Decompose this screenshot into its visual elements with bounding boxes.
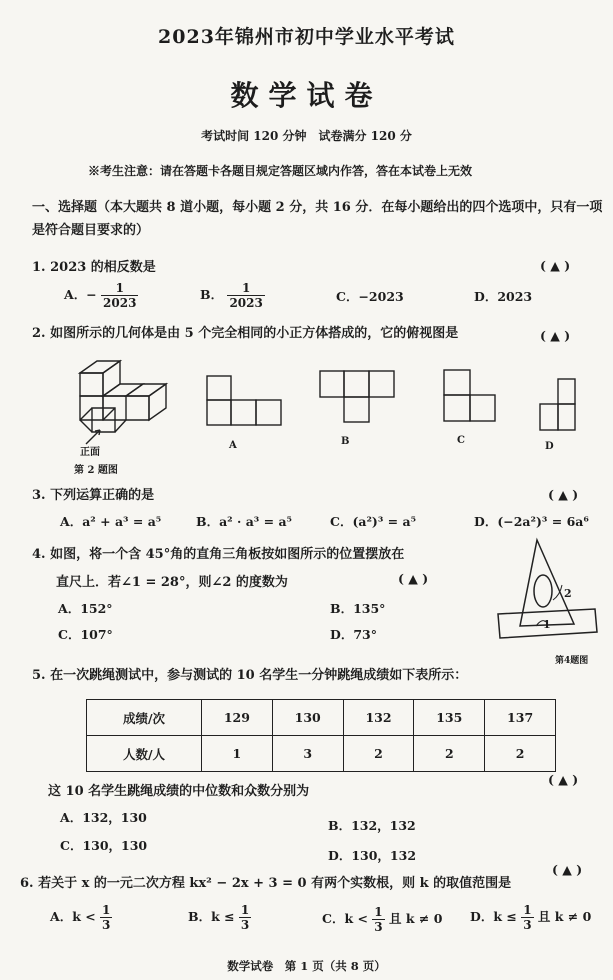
q1-option-c: C．−2023 [336,289,404,304]
q2-stem: 2. 如图所示的几何体是由 5 个完全相同的小正方体搭成的，它的俯视图是 [32,326,459,341]
q5-option-b: B．132，132 [328,818,416,833]
table-cell: 137 [485,700,556,736]
table-header-cell: 成绩/次 [87,700,202,736]
q3-option-a: A．a² + a³ = a⁵ [60,514,162,529]
q2-label-d: D [545,441,554,452]
q5-option-c: C．130，130 [60,838,148,853]
table-row [87,700,556,736]
exam-notice: ※考生注意：请在答题卡各题目规定答题区域内作答，答在本试卷上无效 [88,164,473,178]
table-cell: 1 [202,736,273,772]
q5-question: 这 10 名学生跳绳成绩的中位数和众数分别为 [48,784,310,799]
q4-stem-line1: 4. 如图，将一个含 45°角的直角三角板按如图所示的位置摆放在 [32,547,405,562]
q5-option-a: A．132，130 [60,810,147,825]
q2-label-a: A [229,440,237,451]
page-footer: 数学试卷 第 1 页（共 8 页） [227,959,386,973]
q6-answer-mark: ( ▲ ) [552,862,583,877]
q4-option-b: B．135° [330,601,386,616]
q4-answer-mark: ( ▲ ) [398,571,429,586]
q4-angle2-label: 2 [564,587,572,600]
table-cell: 2 [414,736,485,772]
table-header-cell: 人数/人 [87,736,202,772]
q2-label-b: B [341,436,350,447]
q5-score-table [86,699,556,772]
q2-figure-caption: 第 2 题图 [74,465,118,476]
table-cell: 2 [485,736,556,772]
exam-info: 考试时间 120 分钟 试卷满分 120 分 [201,129,412,143]
q3-option-c: C．(a²)³ = a⁵ [330,514,417,529]
q3-stem: 3. 下列运算正确的是 [32,488,155,503]
q3-answer-mark: ( ▲ ) [548,487,579,502]
q3-option-b: B．a² · a³ = a⁵ [196,514,293,529]
exam-title: 2023年锦州市初中学业水平考试 [158,26,455,48]
paper-title: 数学试卷 [230,79,383,112]
q4-option-a: A．152° [58,601,113,616]
table-cell: 3 [272,736,343,772]
q1-option-b: B． $\frac{1}{2023}$ [200,281,263,310]
table-cell: 135 [414,700,485,736]
q1-option-d: D．2023 [474,289,533,304]
q6-option-a: A．k < $\frac{1}{3}$ [50,903,111,932]
q6-option-c: C．k < $\frac{1}{3}$ 且 k ≠ 0 [322,905,443,934]
q1-answer-mark: ( ▲ ) [540,258,571,273]
q4-stem-line2: 直尺上．若∠1 = 28°，则∠2 的度数为 [56,575,288,590]
table-cell: 130 [272,700,343,736]
q4-option-d: D．73° [330,627,377,642]
q1-stem: 1. 2023 的相反数是 [32,260,156,275]
q3-option-d: D．(−2a²)³ = 6a⁶ [474,514,589,529]
q4-angle1-label: 1 [543,618,551,631]
q2-answer-mark: ( ▲ ) [540,328,571,343]
q6-stem: 6. 若关于 x 的一元二次方程 kx² − 2x + 3 = 0 有两个实数根，则 k 的取值范围是 [20,876,512,891]
q4-figure-caption: 第4题图 [555,656,589,666]
q2-front-label: 正面 [80,447,100,458]
table-cell: 129 [202,700,273,736]
q5-stem: 5. 在一次跳绳测试中，参与测试的 10 名学生一分钟跳绳成绩如下表所示： [32,668,468,683]
table-cell: 132 [343,700,414,736]
q4-option-c: C．107° [58,627,113,642]
q6-option-b: B．k ≤ $\frac{1}{3}$ [188,903,250,932]
table-cell: 2 [343,736,414,772]
q1-option-a: A．− $\frac{1}{2023}$ [64,281,137,310]
q4-triangle-hole [534,575,552,607]
q6-option-d: D．k ≤ $\frac{1}{3}$ 且 k ≠ 0 [470,903,592,932]
q5-option-d: D．130，132 [328,848,417,863]
table-row [87,736,556,772]
q5-answer-mark: ( ▲ ) [548,772,579,787]
section-heading: 一、选择题（本大题共 8 道小题，每小题 2 分，共 16 分．在每小题给出的四个选项中，只有一项是符合题目要求的） [32,200,603,238]
q2-label-c: C [457,435,465,446]
